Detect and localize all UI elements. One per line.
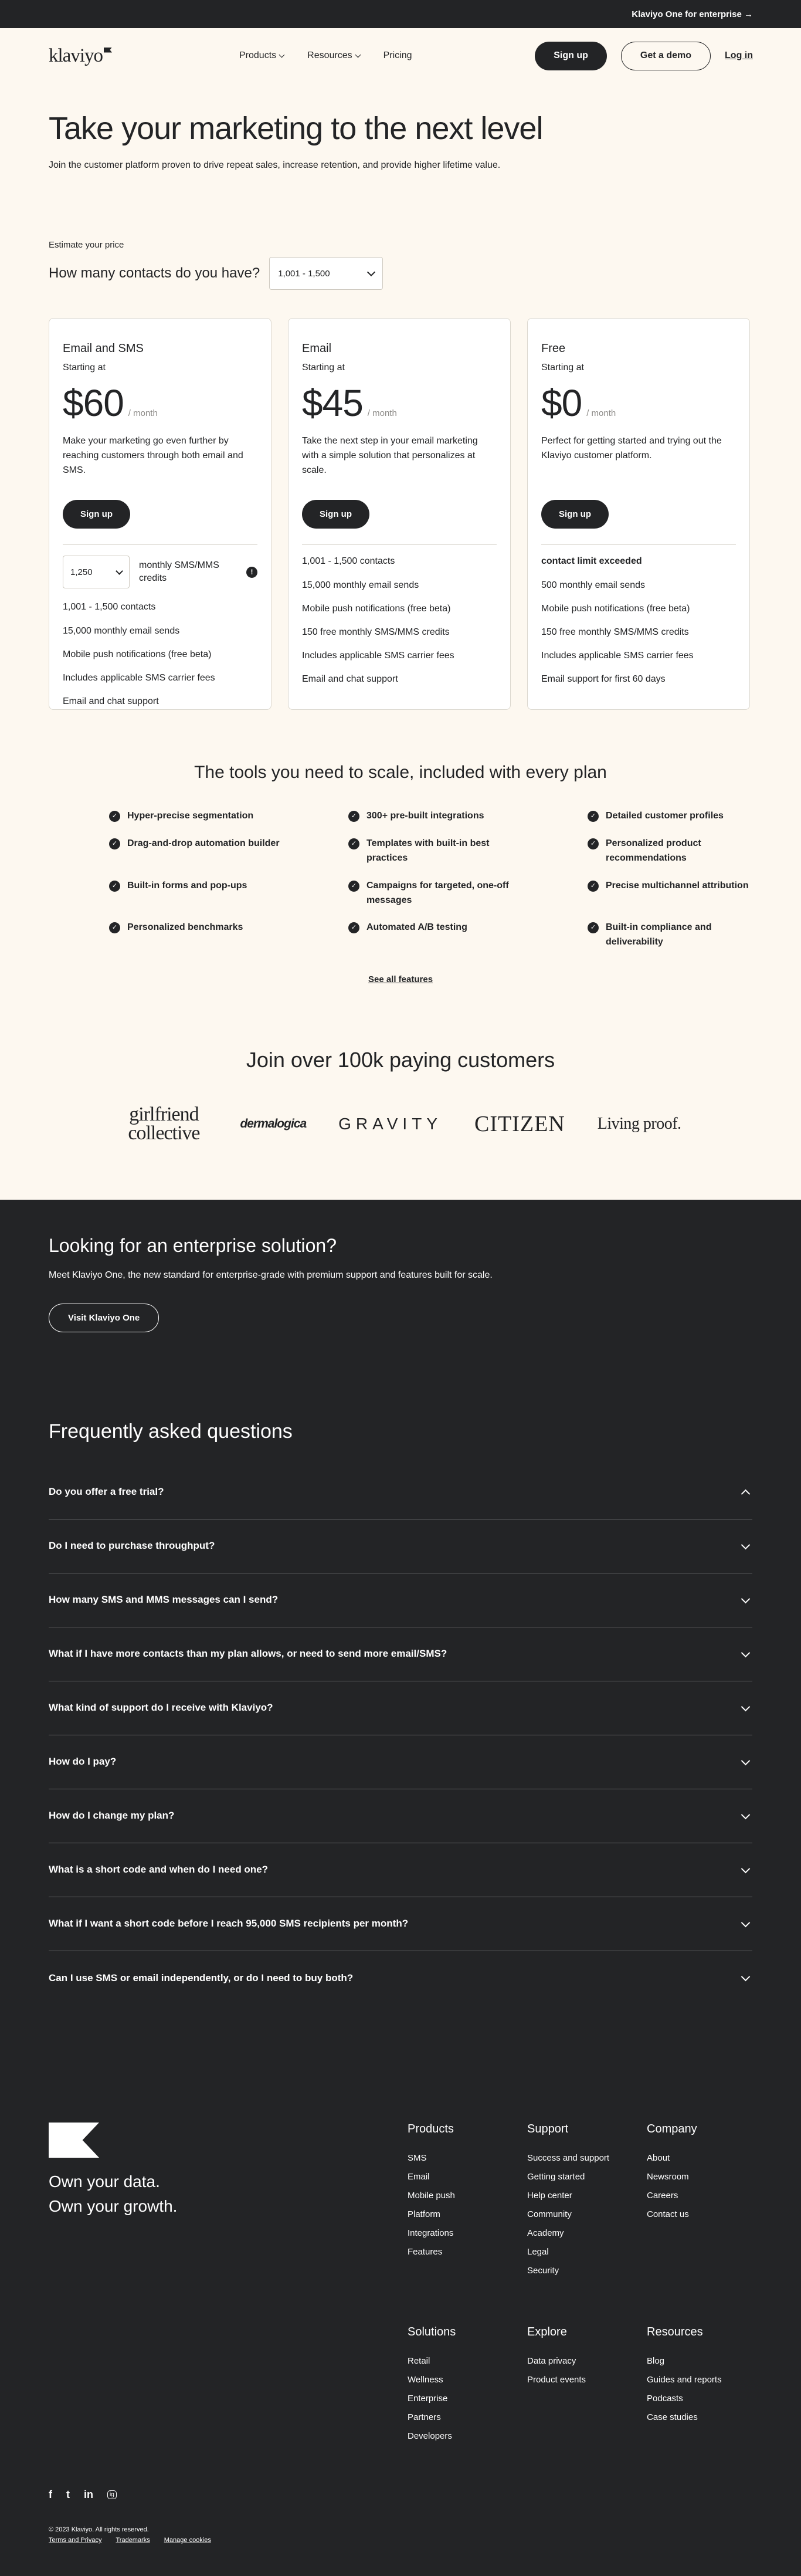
plan-feature: 150 free monthly SMS/MMS credits — [541, 627, 689, 637]
logo-flag-icon — [104, 48, 112, 53]
footer-link[interactable]: Community — [527, 2209, 572, 2219]
check-icon: ✓ — [588, 922, 599, 933]
tool-item — [588, 879, 781, 908]
nav-resources-label: Resources — [307, 50, 352, 60]
faq-question: Do I need to purchase throughput? — [49, 1540, 215, 1552]
plan-per: / month — [367, 408, 397, 419]
klaviyo-logo[interactable] — [49, 45, 112, 67]
chevron-down-icon — [355, 52, 361, 57]
tool-item — [109, 837, 348, 866]
manage-cookies-link[interactable]: Manage cookies — [164, 2536, 211, 2544]
check-icon: ✓ — [109, 838, 120, 849]
plan-feature: 500 monthly email sends — [541, 580, 645, 590]
faq-item[interactable] — [49, 1573, 752, 1627]
divider — [63, 544, 257, 545]
customer-logo-citizen: CITIZEN — [474, 1111, 565, 1136]
chevron-down-icon — [279, 52, 285, 57]
chevron-down-icon — [741, 1864, 751, 1874]
legal — [49, 2524, 752, 2576]
check-icon: ✓ — [588, 881, 599, 892]
tool-label: Hyper-precise segmentation — [127, 811, 254, 821]
customer-logo-dermalogica: dermalogica — [240, 1116, 307, 1130]
check-icon: ✓ — [348, 922, 359, 933]
tool-item — [348, 920, 588, 950]
plan-feature: Email support for first 60 days — [541, 674, 666, 685]
faq-question: Do you offer a free trial? — [49, 1486, 164, 1498]
page-title: Take your marketing to the next level — [49, 111, 543, 146]
contacts-select-value: 1,001 - 1,500 — [278, 268, 330, 279]
tool-item — [109, 920, 348, 950]
tool-item — [109, 879, 348, 908]
footer-link[interactable]: Help center — [527, 2190, 572, 2201]
footer-link[interactable]: Wellness — [408, 2374, 443, 2385]
plan-feature: Mobile push notifications (free beta) — [541, 603, 690, 614]
footer-link[interactable]: Data privacy — [527, 2355, 576, 2366]
faq-question: Can I use SMS or email independently, or do I need to buy both? — [49, 1972, 354, 1983]
footer-columns — [408, 2123, 764, 2280]
plan-starting: Starting at — [302, 363, 345, 373]
footer-link[interactable]: Case studies — [647, 2412, 698, 2422]
footer-link[interactable]: Blog — [647, 2355, 665, 2366]
tool-item — [348, 879, 588, 908]
faq-item[interactable] — [49, 1789, 752, 1843]
tool-label: Drag-and-drop automation builder — [127, 838, 280, 849]
footer-link[interactable]: Contact us — [647, 2209, 689, 2219]
check-icon: ✓ — [348, 811, 359, 822]
tagline-line: Own your data. — [49, 2172, 160, 2191]
main-nav — [0, 28, 801, 83]
tool-label: Personalized product recommendations — [606, 838, 701, 863]
plan-signup-button[interactable]: Sign up — [302, 500, 369, 529]
chevron-down-icon — [116, 567, 123, 575]
tool-label: Precise multichannel attribution — [606, 880, 749, 891]
copyright: © 2023 Klaviyo. All rights reserved. — [49, 2526, 149, 2533]
dark-section — [0, 1200, 801, 2576]
footer-link[interactable]: Careers — [647, 2190, 678, 2201]
get-demo-button[interactable]: Get a demo — [621, 42, 711, 70]
price-estimator — [0, 171, 801, 290]
twitter-icon[interactable]: t — [66, 2488, 70, 2500]
footer-link[interactable]: Mobile push — [408, 2190, 455, 2201]
tool-label: Campaigns for targeted, one-off messages — [366, 880, 509, 905]
footer-link[interactable]: Partners — [408, 2412, 441, 2422]
plan-starting: Starting at — [541, 363, 584, 373]
nav-pricing[interactable]: Pricing — [383, 50, 412, 60]
tool-label: Built-in compliance and deliverability — [606, 922, 712, 947]
customer-logo-girlfriend: girlfriend collective — [128, 1103, 200, 1144]
faq-question: What kind of support do I receive with Klaviyo? — [49, 1702, 273, 1714]
tools-title: The tools you need to scale, included with every plan — [194, 763, 607, 783]
customer-logo-livingproof: Living proof. — [597, 1114, 681, 1133]
plan-price: $0 — [541, 382, 582, 425]
tagline-line: Own your growth. — [49, 2196, 178, 2215]
check-icon: ✓ — [109, 881, 120, 892]
check-icon: ✓ — [348, 838, 359, 849]
nav-products-label: Products — [239, 50, 277, 60]
facebook-icon[interactable]: f — [49, 2488, 52, 2500]
faq-item[interactable] — [49, 1519, 752, 1573]
footer-link[interactable]: Product events — [527, 2374, 586, 2385]
faq-question: How many SMS and MMS messages can I send? — [49, 1594, 279, 1606]
chevron-down-icon — [741, 1810, 751, 1820]
plan-per: / month — [128, 408, 158, 419]
check-icon: ✓ — [348, 881, 359, 892]
signup-button[interactable]: Sign up — [535, 42, 607, 70]
customer-logo-gravity: GRAVITY — [338, 1114, 442, 1133]
faq-item[interactable] — [49, 1843, 752, 1897]
estimate-label: Estimate your price — [49, 240, 124, 251]
faq-question: What is a short code and when do I need one? — [49, 1864, 269, 1876]
enterprise-title: Looking for an enterprise solution? — [49, 1234, 337, 1256]
footer-link[interactable]: Retail — [408, 2355, 430, 2366]
plan-price: $45 — [302, 382, 363, 425]
footer-link[interactable]: Developers — [408, 2431, 452, 2441]
tool-label: 300+ pre-built integrations — [366, 811, 484, 821]
divider — [302, 544, 497, 545]
plan-feature: 15,000 monthly email sends — [63, 625, 180, 636]
tool-item — [588, 837, 781, 866]
footer-link[interactable]: Legal — [527, 2246, 549, 2257]
footer-link[interactable]: Success and support — [527, 2152, 610, 2163]
tool-item — [348, 837, 588, 866]
plan-per: / month — [586, 408, 616, 419]
enterprise-banner-link[interactable]: Klaviyo One for enterprise → — [632, 9, 753, 19]
info-icon[interactable]: ! — [246, 567, 257, 578]
footer-columns-2 — [408, 2325, 764, 2446]
faq-item[interactable] — [49, 1951, 752, 2005]
tool-label: Built-in forms and pop-ups — [127, 880, 247, 891]
plan-feature: 1,001 - 1,500 contacts — [302, 556, 395, 567]
nav-products[interactable] — [239, 50, 284, 61]
sms-credits-select[interactable] — [63, 556, 130, 588]
footer-link[interactable]: Getting started — [527, 2171, 585, 2182]
footer-link[interactable]: Features — [408, 2246, 443, 2257]
faq-item[interactable] — [49, 1735, 752, 1789]
customers-title: Join over 100k paying customers — [246, 1047, 555, 1072]
hero — [0, 83, 801, 171]
divider — [541, 544, 736, 545]
plan-card-email-sms — [49, 318, 271, 710]
footer-link[interactable]: Guides and reports — [647, 2374, 722, 2385]
plan-feature: 150 free monthly SMS/MMS credits — [302, 627, 450, 637]
footer-link[interactable]: Newsroom — [647, 2171, 689, 2182]
trademarks-link[interactable]: Trademarks — [116, 2536, 150, 2544]
chevron-up-icon — [741, 1490, 751, 1499]
tool-item — [588, 809, 781, 824]
faq-question: How do I change my plan? — [49, 1810, 175, 1822]
plan-desc: Take the next step in your email marketing with a simple solution that personalizes at scale. — [302, 436, 478, 475]
footer-link[interactable]: SMS — [408, 2152, 427, 2163]
faq-item[interactable] — [49, 1627, 752, 1681]
visit-klaviyo-one-button[interactable]: Visit Klaviyo One — [49, 1304, 159, 1332]
footer-col-title: Resources — [647, 2325, 703, 2338]
faq-section — [49, 1420, 752, 2005]
chevron-down-icon — [741, 1972, 751, 1982]
footer-link[interactable]: Integrations — [408, 2228, 454, 2238]
footer-flag-logo[interactable] — [49, 2123, 99, 2158]
plan-feature: contact limit exceeded — [541, 556, 642, 567]
plan-card-free — [527, 318, 750, 710]
footer-link[interactable]: Podcasts — [647, 2393, 683, 2404]
plan-starting: Starting at — [63, 363, 106, 373]
footer-link[interactable]: Academy — [527, 2228, 564, 2238]
tools-section — [0, 710, 801, 984]
nav-resources[interactable] — [307, 50, 359, 61]
footer-col-title: Support — [527, 2122, 569, 2135]
footer — [49, 2005, 752, 2576]
faq-question: What if I want a short code before I reach 95,000 SMS recipients per month? — [49, 1918, 409, 1930]
plan-name: Free — [541, 342, 566, 356]
chevron-down-icon — [741, 1918, 751, 1928]
sms-credits-label: monthly SMS/MMS credits — [139, 560, 219, 584]
check-icon: ✓ — [109, 922, 120, 933]
tool-label: Personalized benchmarks — [127, 922, 243, 933]
plan-feature: Includes applicable SMS carrier fees — [541, 651, 694, 661]
tool-label: Templates with built-in best practices — [366, 838, 490, 863]
footer-link[interactable]: Security — [527, 2265, 559, 2276]
plan-name: Email and SMS — [63, 342, 144, 356]
check-icon: ✓ — [588, 838, 599, 849]
chevron-down-icon — [367, 268, 375, 276]
plan-feature: Includes applicable SMS carrier fees — [302, 651, 454, 661]
faq-item[interactable] — [49, 1465, 752, 1519]
faq-title: Frequently asked questions — [49, 1420, 293, 1443]
check-icon: ✓ — [109, 811, 120, 822]
plan-card-email — [288, 318, 511, 710]
contacts-select[interactable] — [269, 257, 383, 290]
plan-feature: Email and chat support — [63, 696, 159, 707]
pricing-cards — [0, 290, 801, 710]
chevron-down-icon — [741, 1648, 751, 1658]
plan-desc: Perfect for getting started and trying out the Klaviyo customer platform. — [541, 436, 722, 461]
tool-item — [588, 920, 781, 950]
footer-col-title: Company — [647, 2122, 697, 2135]
plan-signup-button[interactable]: Sign up — [541, 500, 609, 529]
plan-desc: Make your marketing go even further by reaching customers through both email and SMS. — [63, 436, 243, 475]
footer-col-title: Explore — [527, 2325, 567, 2338]
chevron-down-icon — [741, 1595, 751, 1604]
footer-link[interactable]: Enterprise — [408, 2393, 448, 2404]
tool-label: Detailed customer profiles — [606, 811, 724, 821]
customers-section — [0, 984, 801, 1143]
faq-question: How do I pay? — [49, 1756, 117, 1768]
tool-item — [109, 809, 348, 824]
faq-question: What if I have more contacts than my plan allows, or need to send more email/SMS? — [49, 1648, 447, 1660]
plan-feature: Includes applicable SMS carrier fees — [63, 672, 215, 683]
plan-feature: 1,001 - 1,500 contacts — [63, 602, 156, 612]
faq-item[interactable] — [49, 1897, 752, 1951]
linkedin-icon[interactable]: in — [84, 2488, 93, 2500]
login-link[interactable]: Log in — [725, 50, 753, 60]
footer-col-title: Products — [408, 2122, 454, 2135]
footer-link[interactable]: About — [647, 2152, 670, 2163]
contacts-question: How many contacts do you have? — [49, 265, 260, 282]
faq-item[interactable] — [49, 1681, 752, 1735]
plan-name: Email — [302, 342, 332, 356]
see-all-features-link[interactable]: See all features — [368, 974, 433, 984]
plan-feature: Email and chat support — [302, 674, 398, 685]
social-links — [49, 2489, 752, 2501]
footer-link[interactable]: Platform — [408, 2209, 440, 2219]
tool-item — [348, 809, 588, 824]
chevron-down-icon — [741, 1756, 751, 1766]
footer-col-title: Solutions — [408, 2325, 456, 2338]
chevron-down-icon — [741, 1541, 751, 1550]
hero-subtitle: Join the customer platform proven to drive repeat sales, increase retention, and provide higher lifetime value. — [49, 160, 501, 171]
tool-label: Automated A/B testing — [366, 922, 467, 933]
enterprise-banner[interactable] — [0, 0, 801, 28]
plan-price: $60 — [63, 382, 124, 425]
plan-feature: Mobile push notifications (free beta) — [63, 649, 212, 659]
instagram-icon[interactable]: ig — [107, 2490, 117, 2499]
terms-link[interactable]: Terms and Privacy — [49, 2536, 102, 2544]
chevron-down-icon — [741, 1702, 751, 1712]
plan-feature: 15,000 monthly email sends — [302, 580, 419, 590]
check-icon: ✓ — [588, 811, 599, 822]
plan-signup-button[interactable]: Sign up — [63, 500, 130, 529]
plan-feature: Mobile push notifications (free beta) — [302, 603, 451, 614]
enterprise-subtitle: Meet Klaviyo One, the new standard for enterprise-grade with premium support and features built for scale. — [49, 1270, 493, 1280]
logo-text: klaviyo — [49, 45, 103, 66]
footer-link[interactable]: Email — [408, 2171, 430, 2182]
sms-select-value: 1,250 — [70, 567, 93, 577]
